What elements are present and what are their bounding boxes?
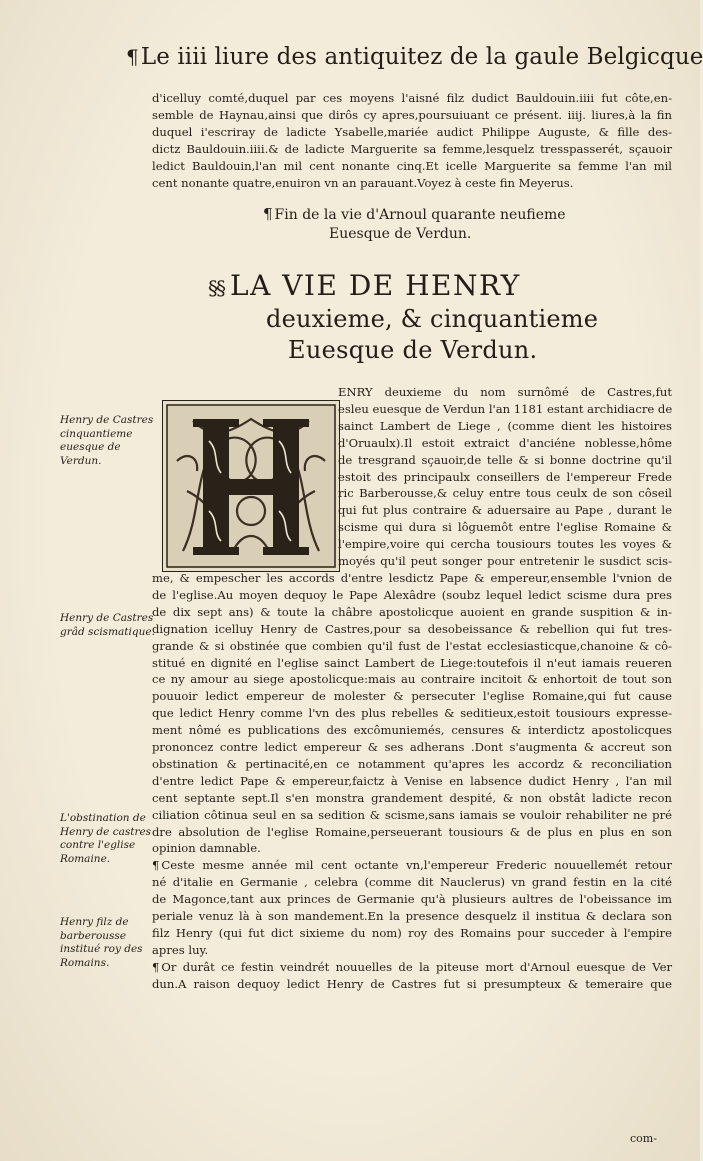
margin-note: Henry de Castres cinquantieme euesque de Verdun. xyxy=(60,414,154,467)
pilcrow-icon: ¶ xyxy=(126,45,139,69)
text-line: periale venuz là à son mandement.En la presence desquelz il institua & declara son xyxy=(152,909,672,924)
text-line: d'icelluy comté,duquel par ces moyens l'aisné filz dudict Bauldouin.iiii fut côte,en- xyxy=(152,91,672,105)
text-line: d'entre ledict Pape & empereur,faictz à Venise en labsence dudict Henry , l'an mil xyxy=(152,773,672,788)
intro-paragraph xyxy=(152,90,672,191)
text-line: ENRY deuxieme du nom surnômé de Castres,fut xyxy=(338,385,672,399)
text-line: ment nômé es publications des excômuniemés, censures & interdictz apostolicques xyxy=(152,723,672,738)
text-line: ric Barberousse,& celuy entre tous ceulx de son côseil xyxy=(338,486,672,501)
running-head xyxy=(126,44,703,70)
text-line: qui fut plus contraire & aduersaire au Pape , durant le xyxy=(338,503,672,518)
text-line: ¶ Or durât ce festin veindrét nouuelles de la piteuse mort d'Arnoul euesque de Ver xyxy=(152,959,672,974)
colophon-line-2: Euesque de Verdun. xyxy=(329,226,472,242)
text-line: opinion damnable. xyxy=(152,841,261,856)
text-line: ledict Bauldouin,l'an mil cent nonante cinq.Et icelle Marguerite sa femme l'an mil xyxy=(152,158,672,173)
text-line: me, & empescher les accords d'entre lesdictz Pape & empereur,ensemble l'vnion de xyxy=(152,570,672,585)
text-line: ¶ Ceste mesme année mil cent octante vn,l'empereur Frederic nouuellemét retour xyxy=(152,858,672,873)
margin-note: Henry filz de barberousse institué roy des Romains. xyxy=(60,916,143,969)
text-line: apres luy. xyxy=(152,942,209,957)
running-head-title: Le iiii liure des antiquitez de la gaule Belgicque xyxy=(140,44,703,70)
text-line: l'empire,voire qui cercha tousiours toutes les voyes & xyxy=(338,537,672,552)
pilcrow-icon: ¶ xyxy=(152,959,160,974)
text-line: semble de Haynau,ainsi que dirôs cy apres,poursuiuant ce présent. iiij. liures,à la fin xyxy=(152,107,672,122)
text-line: cent nonante quatre,enuiron vn an parauant.Voyez à ceste fin Meyerus. xyxy=(152,175,574,190)
text-line: d'Oruaulx).Il estoit extraict d'anciéne noblesse,hôme xyxy=(338,435,672,450)
text-line: de dix sept ans) & toute la châbre apostolicque auoient en grande suspition & in- xyxy=(152,604,672,619)
pilcrow-icon: ¶ xyxy=(152,858,160,873)
text-line: pouuoir ledict empereur de molester & persecuter l'eglise Romaine,qui fut cause xyxy=(152,689,672,704)
chapter-colophon xyxy=(263,205,623,244)
initial-letter: H xyxy=(163,386,177,405)
text-line: esleu euesque de Verdun l'an 1181 estant archidiacre de xyxy=(338,401,673,416)
text-line: de tresgrand sçauoir,de telle & si bonne doctrine qu'il xyxy=(338,452,672,467)
pilcrow-icon: ¶ xyxy=(263,205,273,223)
text-line: duquel i'escriray de ladicte Ysabelle,mariée audict Philippe Auguste, & fille des- xyxy=(152,124,672,139)
chapter-title-line-3: Euesque de Verdun. xyxy=(288,336,538,364)
colophon-line-1: Fin de la vie d'Arnoul quarante neufieme xyxy=(274,207,566,223)
text-line: cent septante sept.Il s'en monstra grandement despité, & non obstât ladicte recon xyxy=(152,790,672,805)
text-line: ce ny amour au siege apostolicque:mais au contraire incitoit & enhortoit de tout son xyxy=(152,672,672,687)
margin-note: L'obstination de Henry de castres contre l'eglise Romaine. xyxy=(60,812,152,865)
text-line: prononcez contre ledict empereur & ses adherans .Dont s'augmenta & accreut son xyxy=(152,740,672,755)
text-line: dignation icelluy Henry de Castres,pour sa desobeissance & rebellion qui fut tres- xyxy=(152,621,672,636)
text-line: scisme qui dura si lôguemôt entre l'eglise Romaine & xyxy=(338,520,672,535)
text-line: dre absolution de l'eglise Romaine,perseuerant tousiours & de plus en plus en son xyxy=(152,824,672,839)
text-line: sainct Lambert de Liege , (comme dient les histoires xyxy=(338,418,672,433)
text-line: estoit des principaulx conseillers de l'empereur Frede xyxy=(338,469,672,484)
text-line: né d'italie en Germanie , celebra (comme dit Nauclerus) vn grand festin en la cité xyxy=(152,875,672,890)
text-line: moyés qu'il peut songer pour entretenir le susdict scis- xyxy=(338,554,672,569)
margin-note: Henry de Castres grâd scismatique. xyxy=(60,612,155,638)
text-line: stitué en dignité en l'eglise sainct Lambert de Liege:toutefois il n'eut iamais reueren xyxy=(152,655,672,670)
text-line: filz Henry (qui fut dict sixieme du nom) roy des Romains pour succeder à l'empire xyxy=(152,926,672,940)
ornament-icon: §§ xyxy=(208,276,224,300)
text-line: de Magonce,tant aux princes de Germanie qu'à plusieurs aultres de l'obeissance im xyxy=(152,892,672,907)
main-text xyxy=(152,384,672,993)
text-line: ciliation côtinua seul en sa sedition & scisme,sans iamais se vouloir rehabiliter ne pré xyxy=(152,807,672,822)
catchword: com- xyxy=(630,1132,657,1145)
text-line: que ledict Henry comme l'vn des plus rebelles & seditieux,estoit tousiours expresse- xyxy=(152,706,672,721)
text-line: dictz Bauldouin.iiii.& de ladicte Marguerite sa femme,lesquelz tresspasserét, sçauoir xyxy=(152,141,672,156)
chapter-title-line-2: deuxieme, & cinquantieme xyxy=(266,305,599,333)
text-line: obstination & pertinacité,en ce notamment qu'apres les accordz & reconciliation xyxy=(152,756,672,771)
text-line: dun.A raison dequoy ledict Henry de Castres fut si presumpteux & temeraire que xyxy=(152,976,672,991)
chapter-title xyxy=(208,270,648,366)
text-line: de l'eglise.Au moyen dequoy le Pape Alexâdre (soubz lequel ledict scisme dura pres xyxy=(152,587,672,602)
chapter-title-line-1: LA VIE DE HENRY xyxy=(230,269,521,302)
text-line: grande & si obstinée que combien qu'il fust de l'estat ecclesiasticque,chanoine & cô- xyxy=(152,638,672,653)
